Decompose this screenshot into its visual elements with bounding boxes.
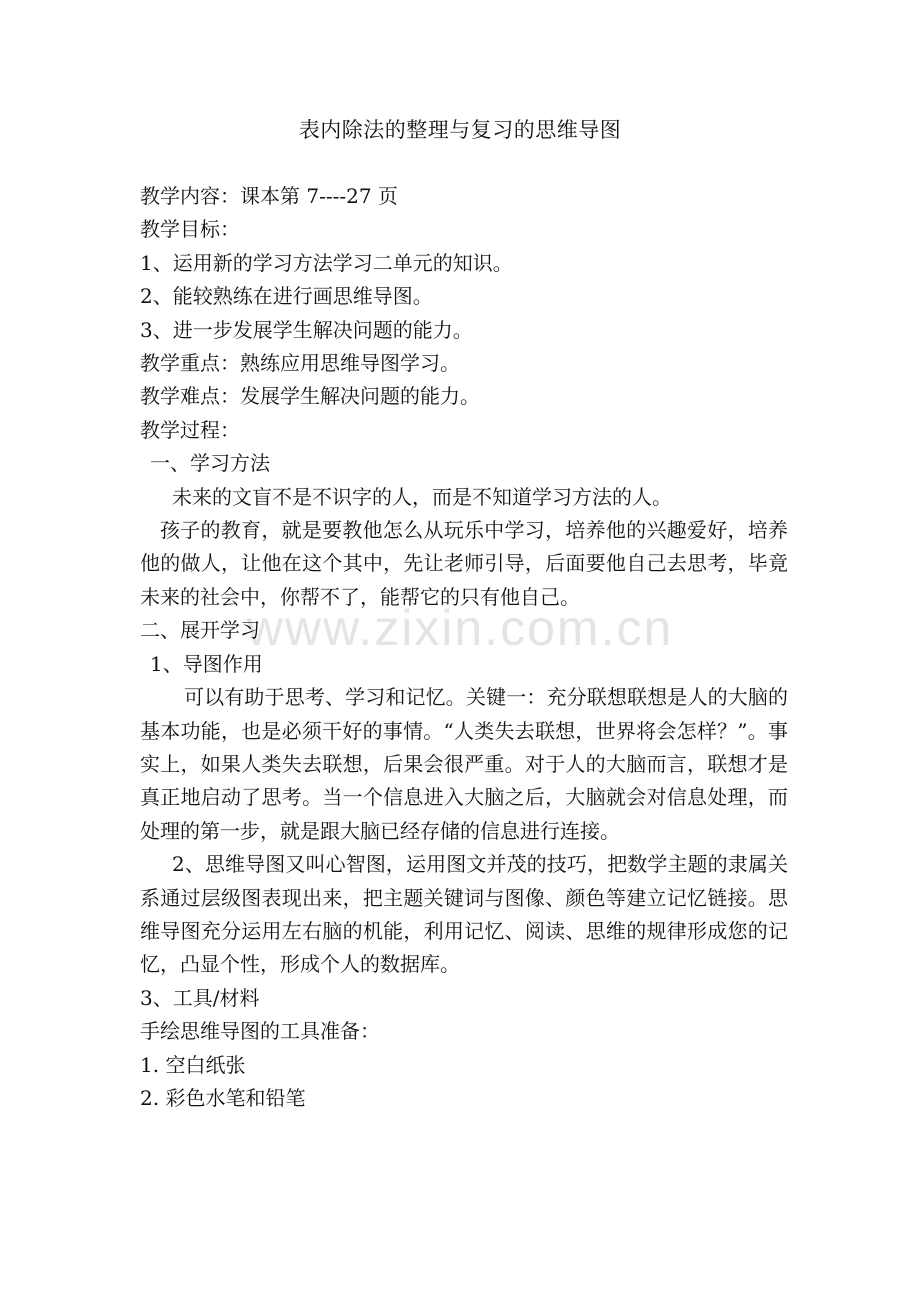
- paragraph-function: 可以有助于思考、学习和记忆。关键一：充分联想联想是人的大脑的基本功能，也是必须干好的事情。“人类失去联想，世界将会怎样？”。事实上，如果人类失去联想，后果会很严重。对于人的大脑而言，联想才是真正地启动了思考。当一个信息进入大脑之后，大脑就会对信息处理，而处理的第一步，就是跟大脑已经存储的信息进行连接。: [140, 685, 788, 843]
- paragraph-education: 孩子的教育，就是要教他怎么从玩乐中学习，培养他的兴趣爱好，培养他的做人，让他在这个其中，先让老师引导，后面要他自己去思考，毕竟未来的社会中，你帮不了，能帮它的只有他自己。: [140, 518, 788, 609]
- section-heading-2: 二、展开学习: [140, 618, 260, 643]
- tools-heading: 手绘思维导图的工具准备：: [140, 1019, 380, 1044]
- teaching-content: 教学内容：课本第 7----27 页: [140, 184, 398, 208]
- document-body: [140, 180, 788, 1115]
- watermark: www.zixin.com.cn: [246, 600, 674, 656]
- subsection-heading-1: 1、导图作用: [150, 651, 263, 676]
- tool-item-2: 2. 彩色水笔和铅笔: [140, 1085, 306, 1110]
- document-title: 表内除法的整理与复习的思维导图: [298, 118, 622, 142]
- goals-heading: 教学目标：: [140, 217, 240, 242]
- paragraph-mindmap: 2、思维导图又叫心智图，运用图文并茂的技巧，把数学主题的隶属关系通过层级图表现出来，把主题关键词与图像、颜色等建立记忆链接。思维导图充分运用左右脑的机能，利用记忆、阅读、思维的规律形成您的记忆，凸显个性，形成个人的数据库。: [140, 852, 788, 977]
- section-heading-1: 一、学习方法: [150, 451, 270, 476]
- goal-item-2: 2、能较熟练在进行画思维导图。: [140, 284, 433, 309]
- goal-item-3: 3、进一步发展学生解决问题的能力。: [140, 317, 473, 342]
- key-point: 教学重点：熟练应用思维导图学习。: [140, 351, 460, 376]
- process-heading: 教学过程：: [140, 417, 240, 442]
- goal-item-1: 1、运用新的学习方法学习二单元的知识。: [140, 250, 513, 275]
- subsection-heading-3: 3、工具/材料: [140, 985, 260, 1010]
- quote-line: 未来的文盲不是不识字的人，而是不知道学习方法的人。: [172, 484, 672, 509]
- difficulty-point: 教学难点：发展学生解决问题的能力。: [140, 384, 480, 409]
- tool-item-1: 1. 空白纸张: [140, 1052, 246, 1077]
